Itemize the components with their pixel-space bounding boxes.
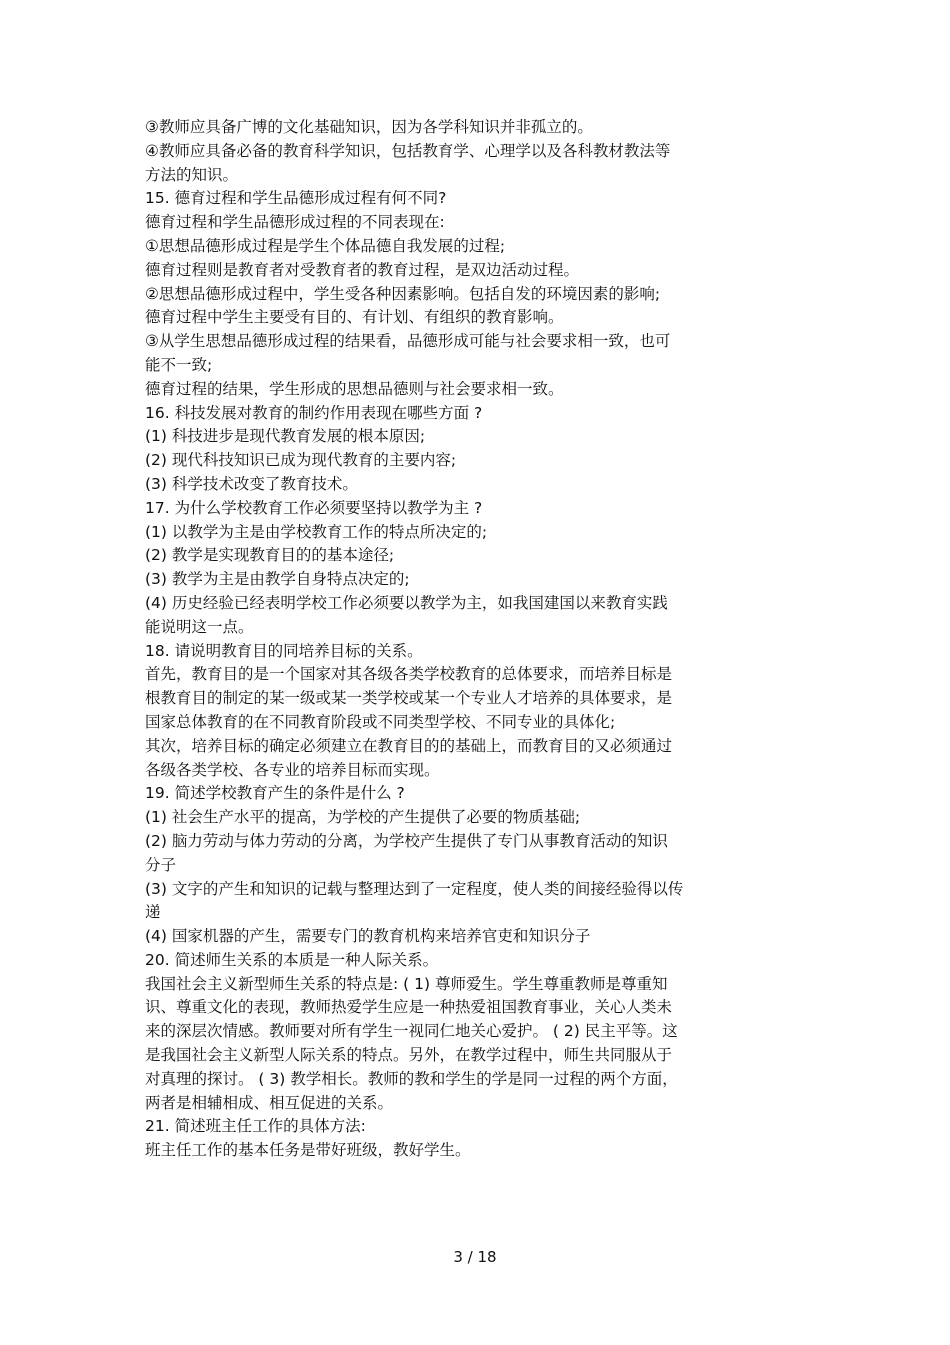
text-line: 首先，教育目的是一个国家对其各级各类学校教育的总体要求，而培养目标是 <box>145 665 673 684</box>
text-line: 能不一致; <box>145 355 213 374</box>
text-line: 是我国社会主义新型人际关系的特点。另外，在教学过程中，师生共同服从于 <box>145 1046 673 1065</box>
text-line: 德育过程中学生主要受有目的、有计划、有组织的教育影响。 <box>145 308 564 327</box>
text-line: (2) 脑力劳动与体力劳动的分离，为学校产生提供了专门从事教育活动的知识 <box>145 831 668 850</box>
text-line: 各级各类学校、各专业的培养目标而实现。 <box>145 760 440 779</box>
question-heading: 17. 为什么学校教育工作必须要坚持以教学为主 ? <box>145 498 483 517</box>
text-line: ④教师应具备必备的教育科学知识，包括教育学、心理学以及各科教材教法等 <box>145 141 671 160</box>
text-line: 识、尊重文化的表现，教师热爱学生应是一种热爱祖国教育事业，关心人类未 <box>145 998 673 1017</box>
text-line: ①思想品德形成过程是学生个体品德自我发展的过程; <box>145 236 506 255</box>
text-line: 其次，培养目标的确定必须建立在教育目的的基础上，而教育目的又必须通过 <box>145 736 673 755</box>
text-line: 我国社会主义新型师生关系的特点是: ( 1) 尊师爱生。学生尊重教师是尊重知 <box>145 974 668 993</box>
text-line: (2) 教学是实现教育目的的基本途径; <box>145 546 395 565</box>
question-heading: 16. 科技发展对教育的制约作用表现在哪些方面 ? <box>145 403 483 422</box>
text-line: 递 <box>145 903 161 922</box>
text-line: ③从学生思想品德形成过程的结果看，品德形成可能与社会要求相一致，也可 <box>145 332 671 351</box>
question-heading: 18. 请说明教育目的同培养目标的关系。 <box>145 641 423 660</box>
text-line: (1) 科技进步是现代教育发展的根本原因; <box>145 427 426 446</box>
text-line: (1) 社会生产水平的提高，为学校的产生提供了必要的物质基础; <box>145 808 581 827</box>
text-line: 分子 <box>145 855 177 874</box>
text-line: 来的深层次情感。教师要对所有学生一视同仁地关心爱护。 ( 2) 民主平等。这 <box>145 1022 678 1041</box>
question-heading: 15. 德育过程和学生品德形成过程有何不同? <box>145 189 447 208</box>
text-line: 能说明这一点。 <box>145 617 254 636</box>
text-line: (1) 以教学为主是由学校教育工作的特点所决定的; <box>145 522 488 541</box>
text-line: 国家总体教育的在不同教育阶段或不同类型学校、不同专业的具体化; <box>145 712 616 731</box>
question-heading: 20. 简述师生关系的本质是一种人际关系。 <box>145 950 439 969</box>
text-line: (3) 科学技术改变了教育技术。 <box>145 474 358 493</box>
text-line: 两者是相辅相成、相互促进的关系。 <box>145 1093 394 1112</box>
text-line: 德育过程的结果，学生形成的思想品德则与社会要求相一致。 <box>145 379 564 398</box>
text-line: 德育过程和学生品德形成过程的不同表现在: <box>145 213 445 232</box>
question-heading: 19. 简述学校教育产生的条件是什么 ? <box>145 784 405 803</box>
text-line: 根教育目的制定的某一级或某一类学校或某一个专业人才培养的具体要求，是 <box>145 689 673 708</box>
text-line: 班主任工作的基本任务是带好班级，教好学生。 <box>145 1141 471 1160</box>
text-line: (3) 教学为主是由教学自身特点决定的; <box>145 570 410 589</box>
text-line: ③教师应具备广博的文化基础知识，因为各学科知识并非孤立的。 <box>145 118 593 136</box>
text-line: 对真理的探讨。 ( 3) 教学相长。教师的教和学生的学是同一过程的两个方面， <box>145 1069 678 1088</box>
text-line: (3) 文字的产生和知识的记载与整理达到了一定程度，使人类的间接经验得以传 <box>145 879 684 898</box>
text-line: 德育过程则是教育者对受教育者的教育过程，是双边活动过程。 <box>145 260 580 279</box>
question-heading: 21. 简述班主任工作的具体方法: <box>145 1117 366 1136</box>
page-body <box>145 116 825 1163</box>
text-line: 方法的知识。 <box>145 165 239 184</box>
text-line: (4) 历史经验已经表明学校工作必须要以教学为主，如我国建国以来教育实践 <box>145 593 668 612</box>
text-line: (4) 国家机器的产生，需要专门的教育机构来培养官吏和知识分子 <box>145 927 591 946</box>
text-line: (2) 现代科技知识已成为现代教育的主要内容; <box>145 451 457 470</box>
text-line: ②思想品德形成过程中，学生受各种因素影响。包括自发的环境因素的影响; <box>145 284 661 303</box>
page-number: 3 / 18 <box>453 1248 497 1266</box>
